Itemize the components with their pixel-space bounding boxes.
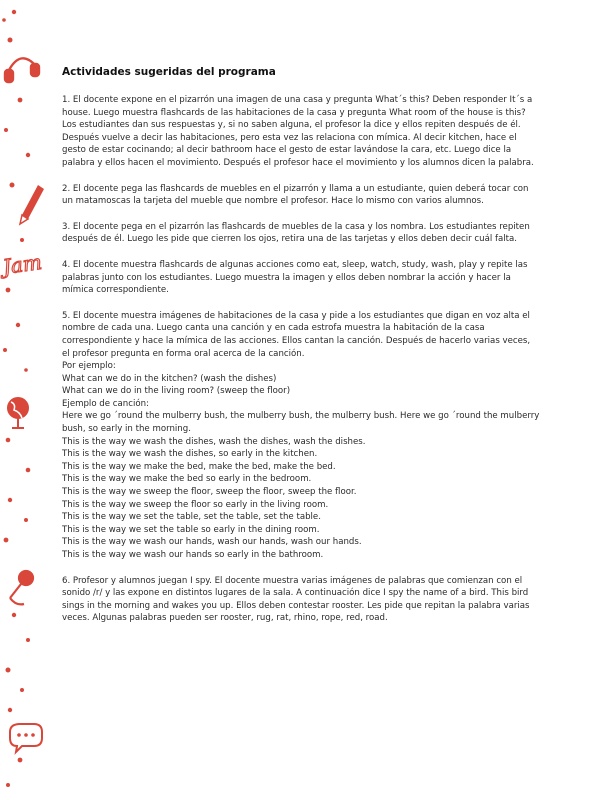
speech-bubble-icon [10,724,42,752]
globe-icon [8,398,28,428]
example-question-2: What can we do in the living room? (sweep the floor) [62,386,291,397]
song-line: This is the way we wash our hands, wash our hands, wash our hands. [62,537,362,548]
song-line: This is the way we wash the dishes, so early in the kitchen. [62,449,318,460]
song-line: This is the way we set the table so early in the dining room. [62,524,320,535]
jam-scribble: Jam [1,249,44,279]
headphones-icon [5,58,39,82]
example-label: Por ejemplo: [62,361,116,372]
activity-4: 4. El docente muestra flashcards de algunas acciones como eat, sleep, watch, study, wash, play y repite las palabras junto con los estudiantes. Luego muestra la imagen y ellos deben nombrar la acción y hacer la mímica correspondiente. [62,259,528,296]
song-line: This is the way we make the bed, make the bed, make the bed. [62,461,336,472]
activity-6: 6. Profesor y alumnos juegan I spy. El docente muestra varias imágenes de palabras que comienzan con el sonido /r/ y las expone en distintos lugares de la sala. A continuación dice I spy the name of a bird. This bird sings in the morning and wakes you up. Ellos deben contestar rooster. Les pide que repitan la palabra varias veces. Algunas palabras pueden ser rooster, rug, rat, rhino, rope, red, road. [62,575,530,624]
activity-5 [62,310,540,562]
song-line: This is the way we set the table, set the table, set the table. [62,512,321,523]
pencil-icon [20,185,44,224]
margin-decoration [0,0,50,800]
activity-3: 3. El docente pega en el pizarrón las flashcards de muebles de la casa y los nombra. Los estudiantes repiten después de él. Luego les pide que cierren los ojos, retira una de las tarjetas y ellos deben decir cuál falta. [62,221,530,245]
song-line: This is the way we wash the dishes, wash the dishes, wash the dishes. [62,436,366,447]
document-page [62,66,540,638]
activity-5-intro: 5. El docente muestra imágenes de habitaciones de la casa y pide a los estudiantes que digan en voz alta el nombre de cada una. Luego canta una canción y en cada estrofa muestra la habitación de la casa correspondiente y hace la mímica de las acciones. Ellos cantan la canción. Después de hacerlo varias veces, el profesor pregunta en forma oral acerca de la canción. [62,310,531,359]
song-line: This is the way we sweep the floor so early in the living room. [62,499,329,510]
song-line: This is the way we sweep the floor, sweep the floor, sweep the floor. [62,487,357,498]
example-question-1: What can we do in the kitchen? (wash the dishes) [62,373,277,384]
song-line: This is the way we make the bed so early in the bedroom. [62,474,312,485]
activity-2: 2. El docente pega las flashcards de muebles en el pizarrón y llama a un estudiante, quien deberá tocar con un matamoscas la tarjeta del mueble que nombre el profesor. Hace lo mismo con varios alumnos. [62,183,529,207]
page-title: Actividades sugeridas del programa [62,66,276,78]
activity-1: 1. El docente expone en el pizarrón una imagen de una casa y pregunta What´s this? Deben responder It´s a house. Luego muestra flashcards de las habitaciones de la casa y pregunta What room of the house is this? Los estudiantes dan sus respuestas y, si no saben alguna, el profesor la dice y ellos repiten después de él. Después vuelve a decir las habitaciones, pero esta vez las relaciona con mímica. Al decir kitchen, hace el gesto de estar cocinando; al decir bathroom hace el gesto de estar lavándose la cara, etc. Luego dice la palabra y ellos hacen el movimiento. Después el profesor hace el movimiento y los alumnos dicen la palabra. [62,95,534,168]
song-line: This is the way we wash our hands so early in the bathroom. [62,550,324,560]
microphone-icon [10,571,33,604]
song-label: Ejemplo de canción: [62,398,149,409]
song-line: Here we go ´round the mulberry bush, the mulberry bush, the mulberry bush. Here we go ´round the mulberry bush, so early in the morning. [62,411,540,435]
